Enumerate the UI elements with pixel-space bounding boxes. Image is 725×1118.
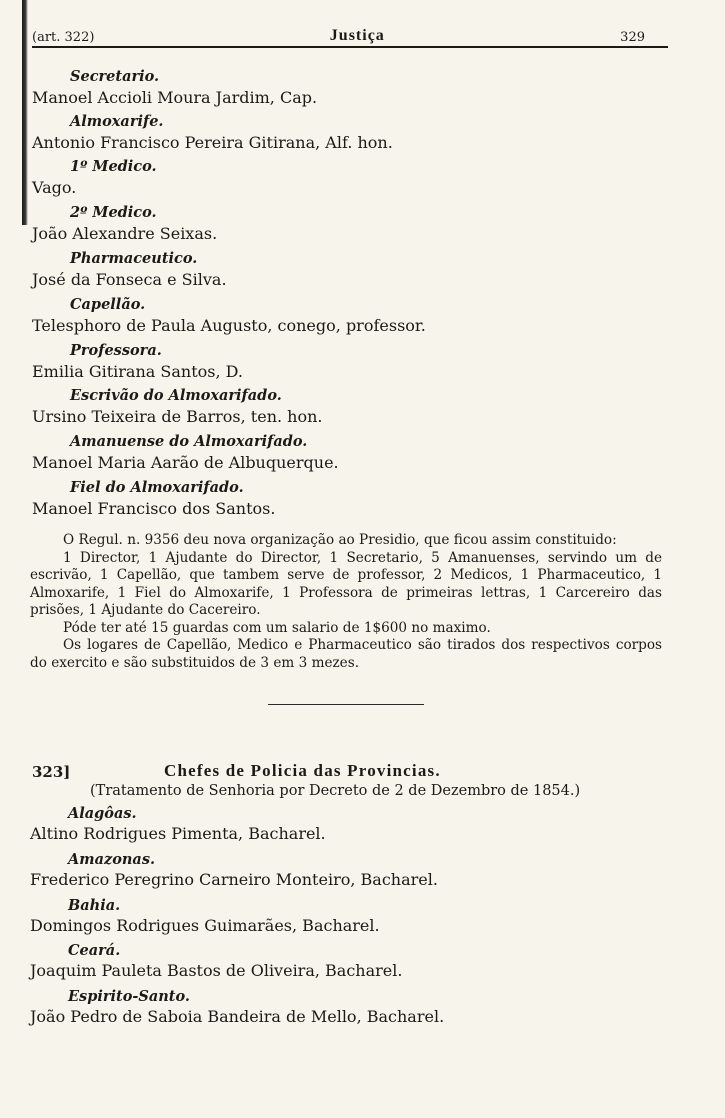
note-paragraph: 1 Director, 1 Ajudante do Director, 1 Secretario, 5 Amanuenses, servindo um de escrivão, 1 Capellão, que tambem serve de professor, 2 Medicos, 1 Pharmaceutico, 1 Almoxarife, 1 Fiel do Almoxarife, 1 Professora de primeiras lettras, 1 Carcereiro das prisões, 1 Ajudante do Cacereiro.: [30, 549, 662, 618]
staff-name: João Alexandre Seixas.: [32, 224, 218, 243]
running-title: Justiça: [329, 27, 385, 44]
province-title: Bahia.: [68, 897, 121, 914]
staff-title: 1º Medico.: [70, 158, 157, 175]
staff-name: Vago.: [32, 178, 77, 197]
chief-name: Joaquim Pauleta Bastos de Oliveira, Bacharel.: [30, 961, 403, 980]
article-reference: (art. 322): [32, 30, 95, 45]
note-paragraph: Os logares de Capellão, Medico e Pharmaceutico são tirados dos respectivos corpos do exercito e são substituidos de 3 em 3 mezes.: [30, 637, 662, 671]
chief-name: Domingos Rodrigues Guimarães, Bacharel.: [30, 916, 380, 935]
staff-name: Emilia Gitirana Santos, D.: [32, 362, 243, 381]
staff-name: Manoel Accioli Moura Jardim, Cap.: [32, 88, 318, 107]
page-binding-edge: [22, 0, 28, 225]
chief-name: João Pedro de Saboia Bandeira de Mello, Bacharel.: [30, 1007, 445, 1026]
province-title: Alagôas.: [68, 805, 137, 822]
staff-title: Professora.: [70, 342, 162, 359]
staff-name: Manoel Maria Aarão de Albuquerque.: [32, 453, 339, 472]
province-title: Ceará.: [68, 942, 121, 959]
staff-name: Telesphoro de Paula Augusto, conego, professor.: [32, 316, 426, 335]
province-title: Espirito-Santo.: [68, 988, 190, 1005]
article-number: 323]: [32, 763, 71, 781]
page-number: 329: [620, 30, 645, 45]
staff-name: Ursino Teixeira de Barros, ten. hon.: [32, 407, 323, 426]
section-subtitle: (Tratamento de Senhoria por Decreto de 2 de Dezembro de 1854.): [90, 783, 581, 799]
section-separator: [268, 704, 424, 705]
staff-title: 2º Medico.: [70, 204, 157, 221]
staff-name: José da Fonseca e Silva.: [32, 270, 227, 289]
staff-name: Antonio Francisco Pereira Gitirana, Alf. hon.: [32, 133, 393, 152]
staff-title: Capellão.: [70, 296, 146, 313]
staff-title: Pharmaceutico.: [70, 250, 198, 267]
chief-name: Altino Rodrigues Pimenta, Bacharel.: [30, 824, 326, 843]
note-paragraph: Póde ter até 15 guardas com um salario de 1$600 no maximo.: [63, 619, 491, 636]
header-rule: [32, 46, 668, 48]
page-header: [32, 23, 645, 45]
staff-title: Secretario.: [70, 68, 160, 85]
staff-name: Manoel Francisco dos Santos.: [32, 499, 276, 518]
staff-title: Amanuense do Almoxarifado.: [70, 433, 308, 450]
chief-name: Frederico Peregrino Carneiro Monteiro, Bacharel.: [30, 870, 438, 889]
note-paragraph: O Regul. n. 9356 deu nova organização ao Presidio, que ficou assim constituido:: [63, 532, 617, 548]
staff-title: Fiel do Almoxarifado.: [70, 479, 244, 496]
staff-title: Almoxarife.: [70, 113, 164, 130]
staff-title: Escrivão do Almoxarifado.: [70, 387, 282, 404]
organization-note: [30, 532, 662, 672]
province-title: Amazonas.: [68, 851, 156, 868]
section-title: Chefes de Policia das Provincias.: [164, 761, 441, 780]
